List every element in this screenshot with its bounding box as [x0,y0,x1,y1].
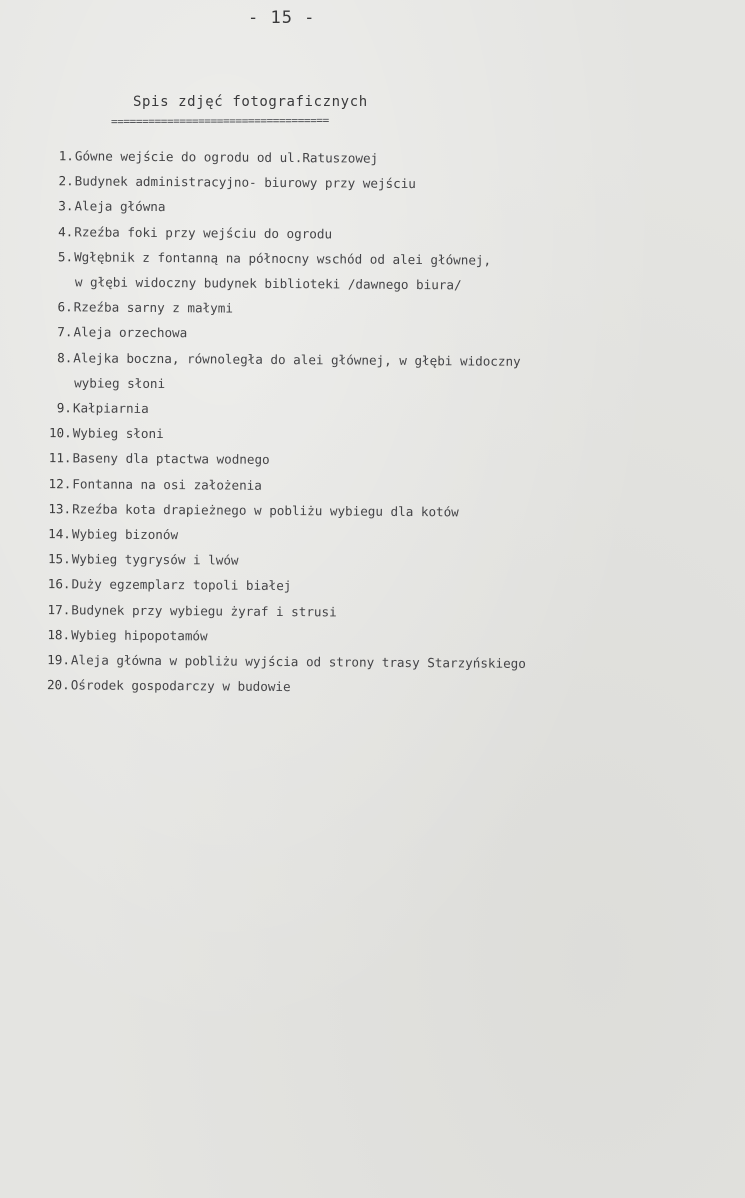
list-item-text: Rzeźba sarny z małymi [73,299,234,316]
photo-list [26,143,730,703]
list-item-number: 3. [58,198,74,214]
list-item-text: Alejka boczna, równoległa do alei głównej, w głębi widoczny [73,349,521,369]
list-item-text: Wybieg bizonów [71,526,179,543]
list-item-number: 5. [57,249,74,265]
list-item-text: Budynek przy wybiegu żyraf i strusi [71,601,337,620]
list-item-text: Rzeźba kota drapieżnego w pobliżu wybiegu dla kotów [72,501,459,520]
list-item-text: wybieg słoni [74,375,166,391]
list-item-number: 9. [56,400,72,416]
page-number: - 15 - [248,8,316,28]
list-item-text: Rzeźba foki przy wejściu do ogrodu [74,223,333,241]
list-item-number: 7. [57,324,73,340]
list-item-text: Aleja główna w pobliżu wyjścia od strony trasy Starzyńskiego [70,652,526,671]
list-item-number: 1. [58,148,74,164]
list-item-text: Wybieg słoni [72,425,164,442]
list-item-number: 17. [47,601,71,617]
list-item-number: 14. [48,526,71,542]
list-item-number: 12. [48,475,72,491]
list-item-text: Fontanna na osi założenia [72,475,262,493]
list-item-number: 18. [47,627,71,643]
list-item-text: Aleja orzechowa [73,324,188,341]
list-item-number: 8. [57,349,73,365]
list-item-text: Gówne wejście do ogrodu od ul.Ratuszowej [74,148,379,166]
list-item-number: 13. [48,500,72,517]
list-item-number: 19. [47,652,71,668]
list-item-text: Ośrodek gospodarczy w budowie [70,677,291,695]
list-item-number: 10. [48,425,72,441]
title-underline: =================================== [110,113,329,128]
list-item-text: Wybieg hipopotamów [71,627,208,644]
list-item-number: 6. [57,299,73,315]
list-item-text: Budynek administracyjno- biurowy przy wejściu [74,173,416,192]
list-item-text: Wybieg tygrysów i lwów [71,551,239,568]
list-item [26,672,726,703]
list-item-text: Aleja główna [74,198,166,215]
list-item-number: 20. [46,677,70,693]
list-item-number: 4. [58,223,74,239]
list-item-text: Wgłębnik z fontanną na północny wschód od alei głównej, [74,249,492,268]
list-item-text: w głębi widoczny budynek biblioteki /dawnego biura/ [74,274,462,293]
list-item-text: Kałpiarnia [72,400,149,416]
list-item-number: 2. [58,173,74,189]
list-item-text: Duży egzemplarz topoli białej [71,576,292,594]
list-item-number: 11. [48,450,72,466]
list-item-number: 16. [47,576,71,592]
page-title: Spis zdjęć fotograficznych [133,94,368,110]
list-item-number: 15. [47,551,71,567]
list-item-text: Baseny dla ptactwa wodnego [72,450,270,468]
